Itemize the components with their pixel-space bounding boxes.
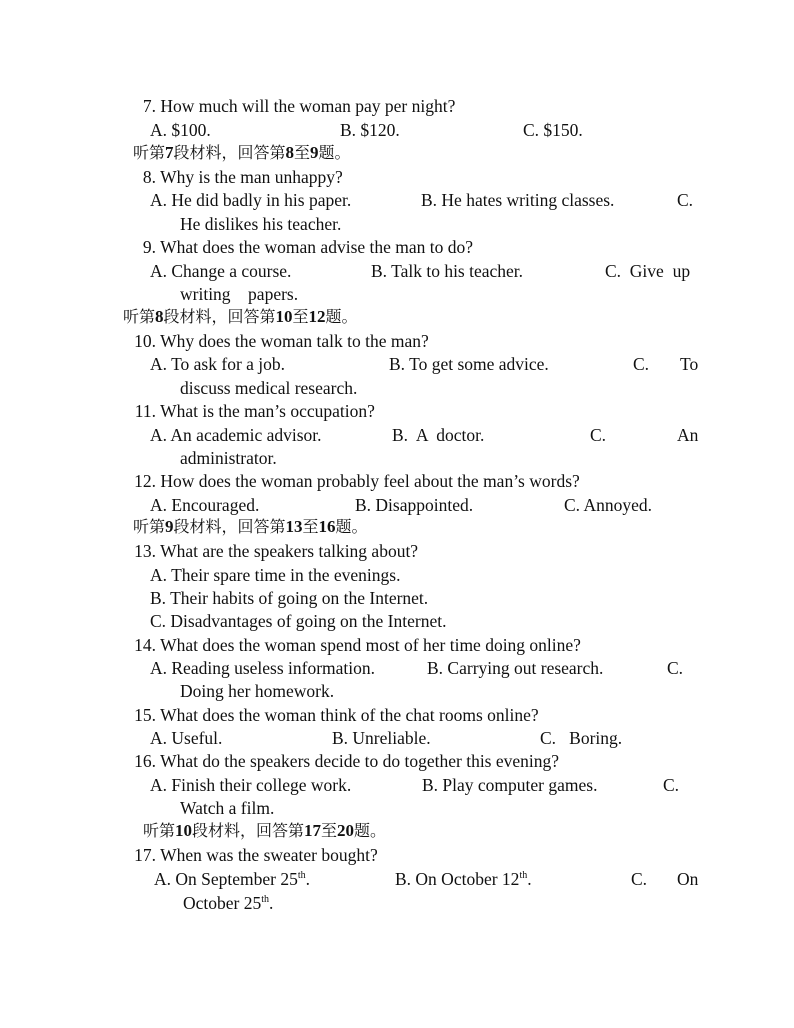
option-b: B. To get some advice. bbox=[389, 354, 549, 374]
option-c-continued: October 25th. bbox=[183, 893, 274, 913]
option-a: A. An academic advisor. bbox=[150, 425, 322, 445]
option-a: A. Finish their college work. bbox=[150, 775, 352, 795]
option-c: C. Annoyed. bbox=[564, 495, 652, 515]
option-a: A. To ask for a job. bbox=[150, 354, 286, 374]
question-text: How much will the woman pay per night? bbox=[160, 96, 456, 116]
question-7 bbox=[123, 96, 455, 116]
option-c-continued: discuss medical research. bbox=[180, 378, 358, 398]
option-b: B. A doctor. bbox=[392, 425, 485, 445]
question-8: 8. Why is the man unhappy? bbox=[142, 167, 343, 187]
option-c: C. Disadvantages of going on the Internet. bbox=[150, 611, 447, 631]
option-b: B. Unreliable. bbox=[332, 728, 431, 748]
question-9: 9. What does the woman advise the man to do? bbox=[142, 237, 474, 257]
question-13: 13. What are the speakers talking about? bbox=[134, 541, 419, 561]
question-11: 11. What is the man’s occupation? bbox=[134, 401, 375, 421]
option-a: A. Useful. bbox=[150, 728, 223, 748]
option-c: C. Give up bbox=[605, 261, 691, 281]
option-c: C. bbox=[631, 869, 648, 889]
option-a: A. Their spare time in the evenings. bbox=[150, 565, 401, 585]
option-c: C. bbox=[590, 425, 607, 445]
question-12: 12. How does the woman probably feel about the man’s words? bbox=[134, 471, 580, 491]
section-instruction: 听第10段材料，回答第17至20题。 bbox=[143, 821, 387, 840]
option-a: A. Reading useless information. bbox=[150, 658, 376, 678]
question-15: 15. What does the woman think of the chat rooms online? bbox=[134, 705, 539, 725]
option-a: A. Change a course. bbox=[150, 261, 292, 281]
option-c: C. Boring. bbox=[540, 728, 623, 748]
option-b: B. Disappointed. bbox=[355, 495, 474, 515]
option-b: B. $120. bbox=[340, 120, 400, 140]
option-b: B. Carrying out research. bbox=[427, 658, 604, 678]
section-instruction: 听第7段材料，回答第8至9题。 bbox=[133, 143, 351, 162]
option-c: C. bbox=[677, 190, 694, 210]
option-c-continued: Watch a film. bbox=[180, 798, 275, 818]
option-c: C. bbox=[667, 658, 684, 678]
option-c-word: To bbox=[680, 354, 699, 374]
option-b: B. Play computer games. bbox=[422, 775, 598, 795]
section-instruction: 听第8段材料，回答第10至12题。 bbox=[123, 307, 358, 326]
option-c: C. bbox=[663, 775, 680, 795]
option-b: B. On October 12th. bbox=[395, 869, 532, 889]
option-c-continued: Doing her homework. bbox=[180, 681, 335, 701]
option-a: A. Encouraged. bbox=[150, 495, 260, 515]
section-instruction: 听第9段材料，回答第13至16题。 bbox=[133, 517, 368, 536]
option-c-continued: He dislikes his teacher. bbox=[180, 214, 342, 234]
option-b: B. Their habits of going on the Internet. bbox=[150, 588, 429, 608]
question-number: 7. bbox=[142, 96, 156, 116]
option-c: C. bbox=[633, 354, 650, 374]
question-16: 16. What do the speakers decide to do together this evening? bbox=[134, 751, 560, 771]
option-b: B. He hates writing classes. bbox=[421, 190, 615, 210]
option-c: C. $150. bbox=[523, 120, 583, 140]
option-a: A. He did badly in his paper. bbox=[150, 190, 352, 210]
option-c-continued: writing papers. bbox=[180, 284, 299, 304]
option-c-word: On bbox=[677, 869, 699, 889]
option-b: B. Talk to his teacher. bbox=[371, 261, 524, 281]
question-14: 14. What does the woman spend most of her time doing online? bbox=[134, 635, 581, 655]
question-17: 17. When was the sweater bought? bbox=[134, 845, 378, 865]
option-c-word: An bbox=[677, 425, 699, 445]
option-a: A. $100. bbox=[150, 120, 211, 140]
question-10: 10. Why does the woman talk to the man? bbox=[134, 331, 429, 351]
option-a: A. On September 25th. bbox=[154, 869, 311, 889]
option-c-continued: administrator. bbox=[180, 448, 277, 468]
